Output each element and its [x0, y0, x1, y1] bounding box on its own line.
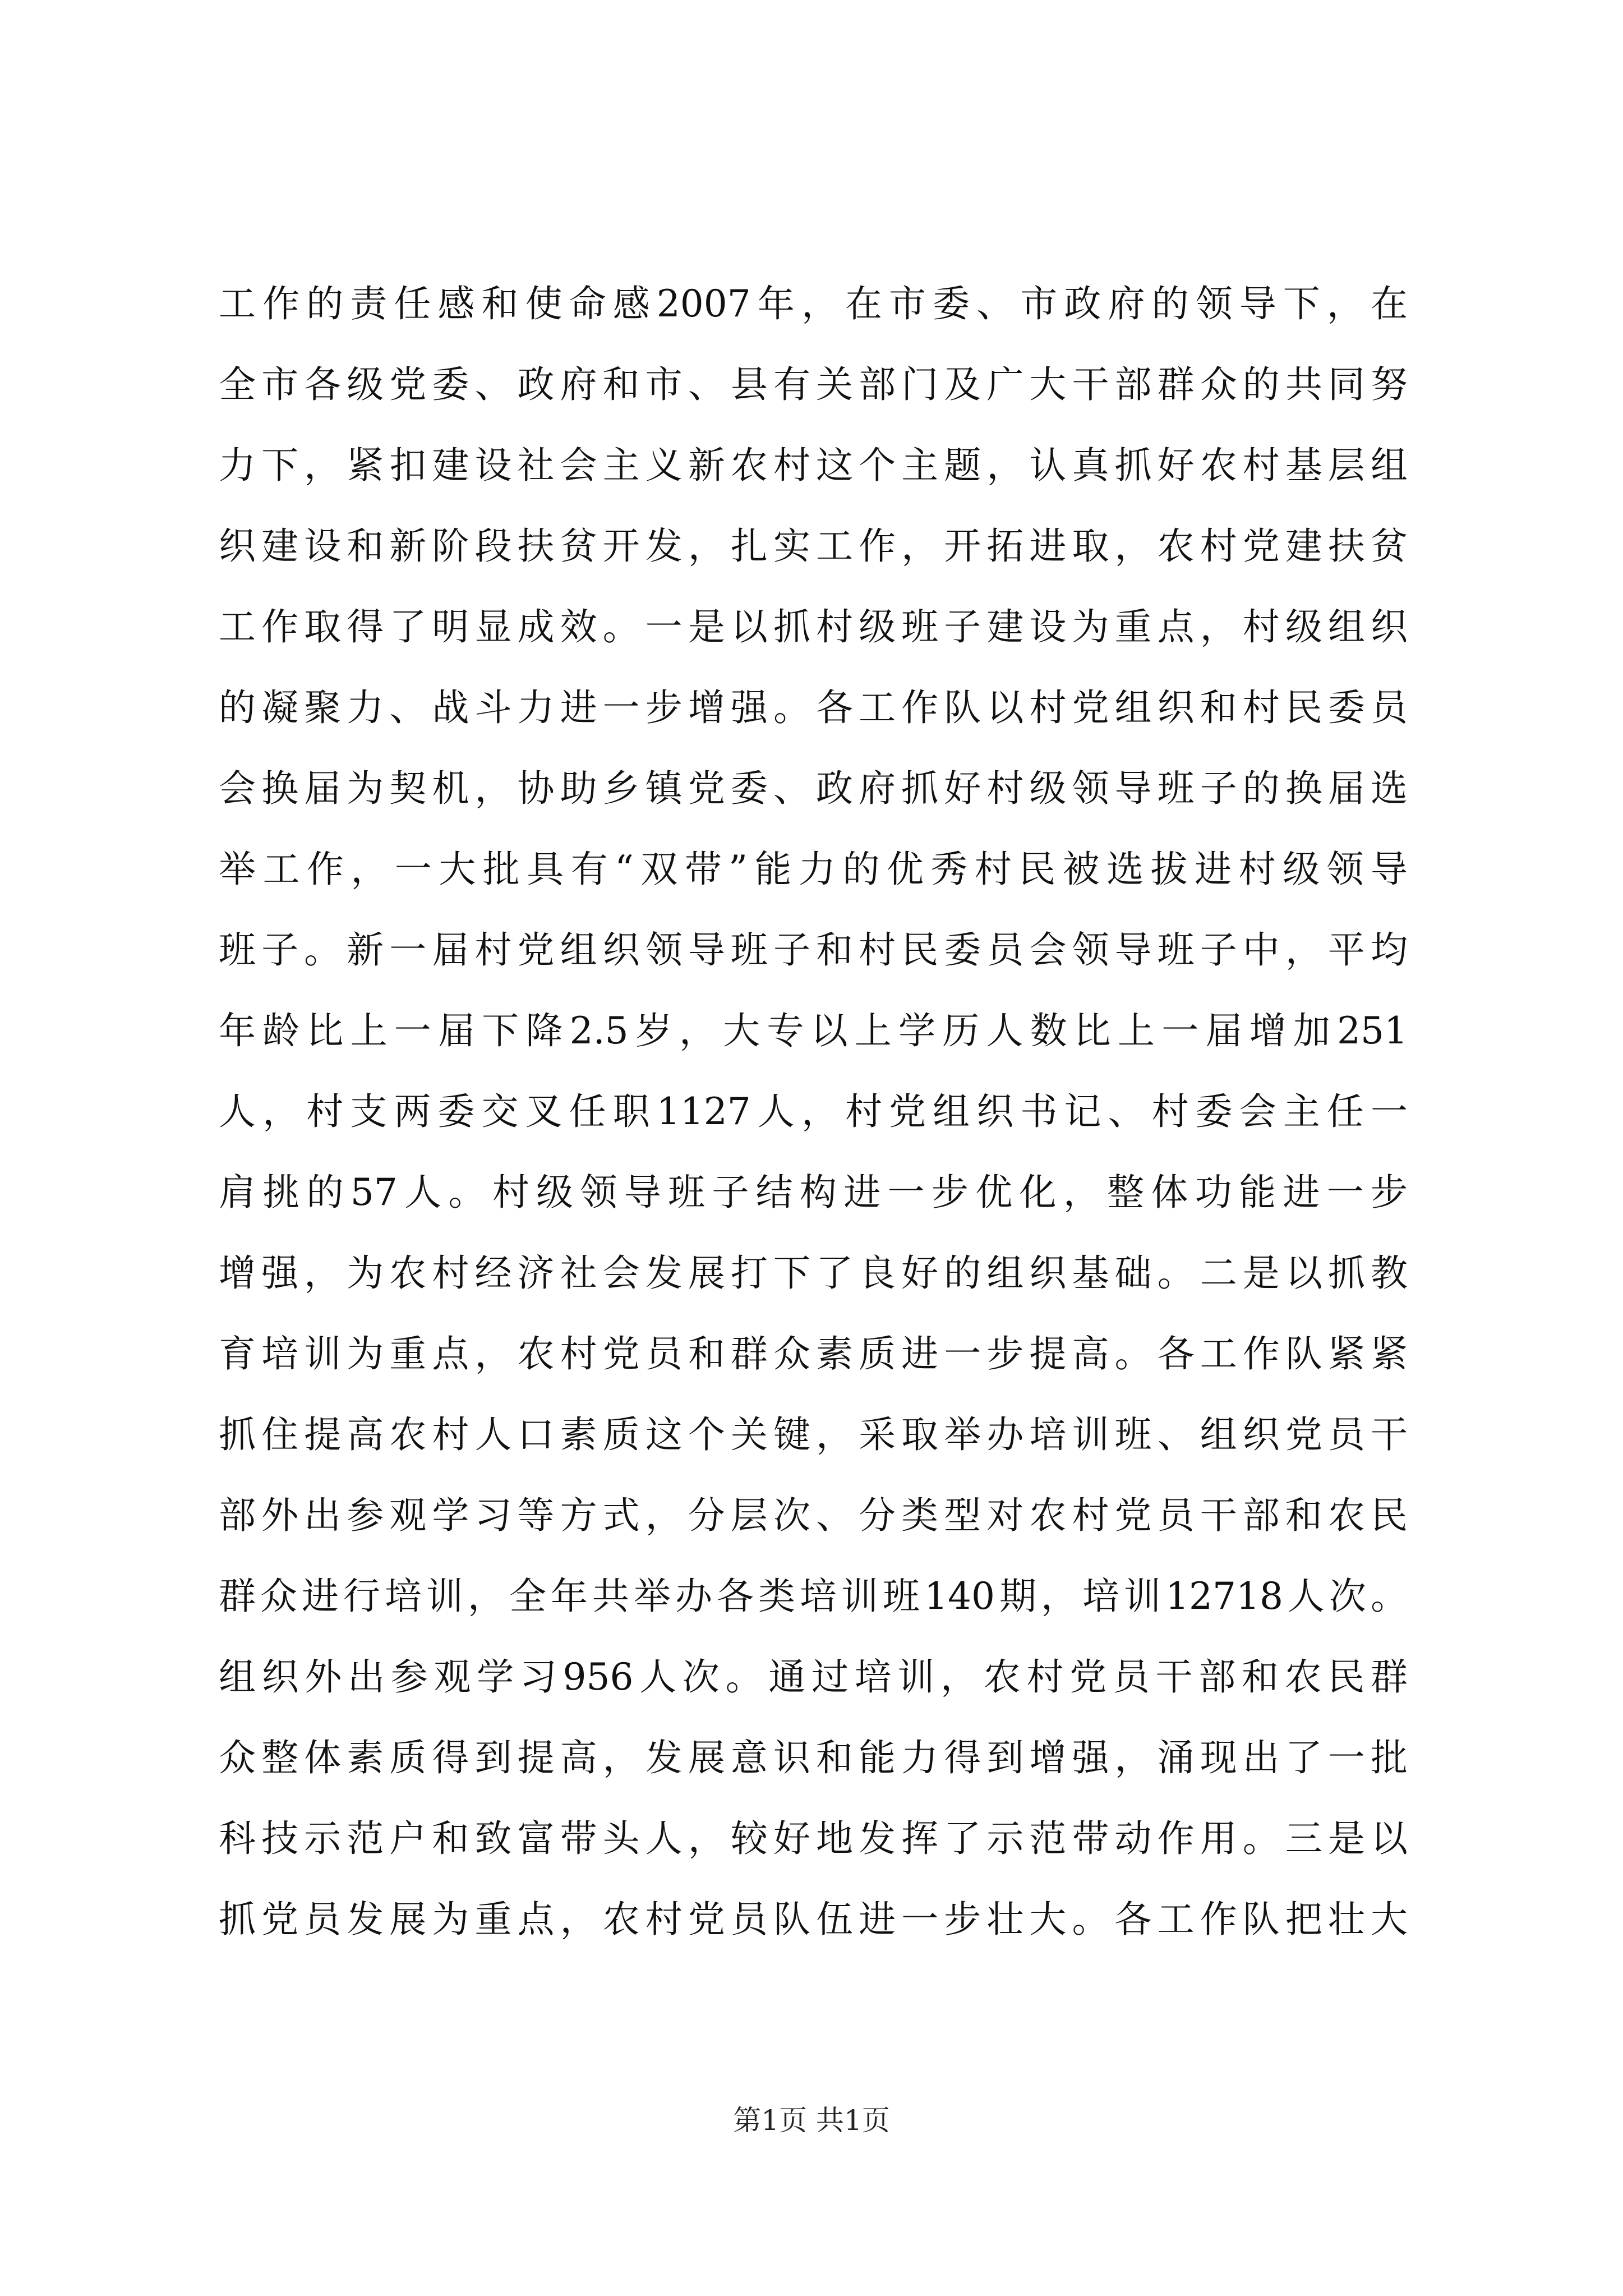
text-line: 人，村支两委交叉任职1127人，村党组织书记、村委会主任一 — [219, 1090, 1408, 1133]
text-line: 班子。新一届村党组织领导班子和村民委员会领导班子中，平均 — [219, 928, 1408, 972]
text-line: 织建设和新阶段扶贫开发，扎实工作，开拓进取，农村党建扶贫 — [219, 524, 1408, 568]
text-line: 抓党员发展为重点，农村党员队伍进一步壮大。各工作队把壮大 — [219, 1898, 1408, 1941]
text-line: 工作取得了明显成效。一是以抓村级班子建设为重点，村级组织 — [219, 605, 1408, 648]
text-line: 的凝聚力、战斗力进一步增强。各工作队以村党组织和村民委员 — [219, 686, 1408, 729]
text-line: 工作的责任感和使命感2007年，在市委、市政府的领导下，在 — [219, 282, 1408, 325]
text-line: 科技示范户和致富带头人，较好地发挥了示范带动作用。三是以 — [219, 1817, 1408, 1860]
page-footer — [0, 2101, 1623, 2140]
text-line: 全市各级党委、政府和市、县有关部门及广大干部群众的共同努 — [219, 363, 1408, 406]
text-line: 肩挑的57人。村级领导班子结构进一步优化，整体功能进一步 — [219, 1171, 1408, 1214]
text-line: 群众进行培训，全年共举办各类培训班140期，培训12718人次。 — [219, 1575, 1408, 1618]
text-line: 增强，为农村经济社会发展打下了良好的组织基础。二是以抓教 — [219, 1251, 1408, 1295]
text-line: 部外出参观学习等方式，分层次、分类型对农村党员干部和农民 — [219, 1494, 1408, 1537]
text-line: 举工作，一大批具有“双带”能力的优秀村民被选拔进村级领导 — [219, 848, 1408, 891]
text-line: 力下，紧扣建设社会主义新农村这个主题，认真抓好农村基层组 — [219, 444, 1408, 487]
text-line: 年龄比上一届下降2.5岁，大专以上学历人数比上一届增加251 — [219, 1009, 1408, 1052]
text-line: 抓住提高农村人口素质这个关键，采取举办培训班、组织党员干 — [219, 1413, 1408, 1456]
text-line: 组织外出参观学习956人次。通过培训，农村党员干部和农民群 — [219, 1655, 1408, 1699]
text-line: 会换届为契机，协助乡镇党委、政府抓好村级领导班子的换届选 — [219, 767, 1408, 810]
page-number-label: 第1页 共1页 — [733, 2104, 890, 2137]
body-text — [219, 264, 1408, 1960]
text-line: 众整体素质得到提高，发展意识和能力得到增强，涌现出了一批 — [219, 1736, 1408, 1779]
text-line: 育培训为重点，农村党员和群众素质进一步提高。各工作队紧紧 — [219, 1332, 1408, 1375]
